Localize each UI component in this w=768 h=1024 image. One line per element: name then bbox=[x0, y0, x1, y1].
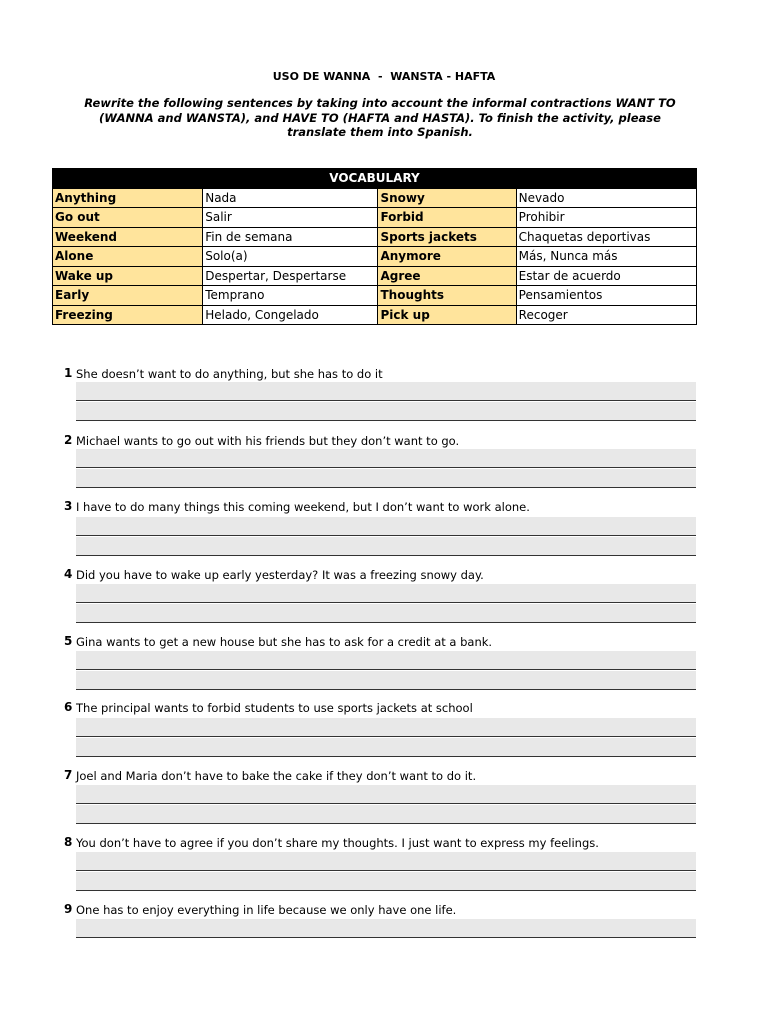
answer-line[interactable] bbox=[76, 671, 696, 690]
vocab-translation: Prohibir bbox=[516, 208, 696, 228]
answer-line[interactable] bbox=[76, 651, 696, 670]
answer-line[interactable] bbox=[76, 584, 696, 603]
exercise-number: 6 bbox=[64, 700, 73, 714]
vocabulary-header: VOCABULARY bbox=[53, 169, 697, 189]
vocab-term: Forbid bbox=[378, 208, 516, 228]
vocab-row bbox=[53, 247, 697, 267]
vocab-term: Thoughts bbox=[378, 286, 516, 306]
vocab-term: Anything bbox=[53, 188, 203, 208]
vocab-term: Snowy bbox=[378, 188, 516, 208]
vocab-translation: Fin de semana bbox=[203, 227, 378, 247]
vocab-row bbox=[53, 266, 697, 286]
exercise-number: 5 bbox=[64, 634, 73, 648]
vocab-row bbox=[53, 208, 697, 228]
exercise-sentence: Joel and Maria don’t have to bake the cake if they don’t want to do it. bbox=[76, 769, 477, 783]
answer-line[interactable] bbox=[76, 785, 696, 804]
answer-line[interactable] bbox=[76, 852, 696, 871]
answer-line[interactable] bbox=[76, 738, 696, 757]
exercise-number: 7 bbox=[64, 768, 73, 782]
vocab-translation: Recoger bbox=[516, 305, 696, 325]
vocab-term: Weekend bbox=[53, 227, 203, 247]
vocab-translation: Nevado bbox=[516, 188, 696, 208]
vocab-translation: Despertar, Despertarse bbox=[203, 266, 378, 286]
vocab-translation: Nada bbox=[203, 188, 378, 208]
vocab-row bbox=[53, 305, 697, 325]
vocab-term: Early bbox=[53, 286, 203, 306]
answer-line[interactable] bbox=[76, 449, 696, 468]
vocab-term: Anymore bbox=[378, 247, 516, 267]
vocab-row bbox=[53, 286, 697, 306]
vocab-term: Agree bbox=[378, 266, 516, 286]
exercise-number: 9 bbox=[64, 902, 73, 916]
exercise-number: 2 bbox=[64, 433, 73, 447]
answer-line[interactable] bbox=[76, 517, 696, 536]
vocab-translation: Chaquetas deportivas bbox=[516, 227, 696, 247]
exercise-sentence: You don’t have to agree if you don’t share my thoughts. I just want to express my feelings. bbox=[76, 836, 599, 850]
vocab-translation: Estar de acuerdo bbox=[516, 266, 696, 286]
answer-line[interactable] bbox=[76, 718, 696, 737]
vocab-term: Freezing bbox=[53, 305, 203, 325]
vocab-term: Wake up bbox=[53, 266, 203, 286]
exercise-sentence: I have to do many things this coming weekend, but I don’t want to work alone. bbox=[76, 500, 530, 514]
exercise-number: 8 bbox=[64, 835, 73, 849]
vocab-translation: Pensamientos bbox=[516, 286, 696, 306]
vocab-translation: Temprano bbox=[203, 286, 378, 306]
vocabulary-table bbox=[52, 168, 697, 325]
answer-line[interactable] bbox=[76, 402, 696, 421]
exercise-sentence: Michael wants to go out with his friends but they don’t want to go. bbox=[76, 434, 460, 448]
exercise-sentence: One has to enjoy everything in life because we only have one life. bbox=[76, 903, 457, 917]
vocab-translation: Helado, Congelado bbox=[203, 305, 378, 325]
answer-line[interactable] bbox=[76, 872, 696, 891]
vocab-term: Sports jackets bbox=[378, 227, 516, 247]
exercise-sentence: Did you have to wake up early yesterday? It was a freezing snowy day. bbox=[76, 568, 484, 582]
vocab-translation: Más, Nunca más bbox=[516, 247, 696, 267]
vocab-translation: Salir bbox=[203, 208, 378, 228]
instructions: Rewrite the following sentences by taking into account the informal contractions WANT TO (WANNA and WANSTA), and HAVE TO (HAFTA and HASTA). To finish the activity, please translate them into Spanish. bbox=[84, 96, 676, 139]
exercise-number: 1 bbox=[64, 366, 73, 380]
vocab-row bbox=[53, 188, 697, 208]
exercise-sentence: The principal wants to forbid students to use sports jackets at school bbox=[76, 701, 473, 715]
answer-line[interactable] bbox=[76, 537, 696, 556]
vocab-term: Alone bbox=[53, 247, 203, 267]
answer-line[interactable] bbox=[76, 805, 696, 824]
answer-line[interactable] bbox=[76, 604, 696, 623]
vocab-term: Go out bbox=[53, 208, 203, 228]
vocab-row bbox=[53, 227, 697, 247]
exercise-number: 4 bbox=[64, 567, 73, 581]
worksheet-title: USO DE WANNA - WANSTA - HAFTA bbox=[272, 70, 496, 83]
vocab-translation: Solo(a) bbox=[203, 247, 378, 267]
vocab-term: Pick up bbox=[378, 305, 516, 325]
answer-line[interactable] bbox=[76, 919, 696, 938]
answer-line[interactable] bbox=[76, 382, 696, 401]
exercise-number: 3 bbox=[64, 499, 73, 513]
answer-line[interactable] bbox=[76, 469, 696, 488]
exercise-sentence: She doesn’t want to do anything, but she has to do it bbox=[76, 367, 383, 381]
exercise-sentence: Gina wants to get a new house but she has to ask for a credit at a bank. bbox=[76, 635, 493, 649]
